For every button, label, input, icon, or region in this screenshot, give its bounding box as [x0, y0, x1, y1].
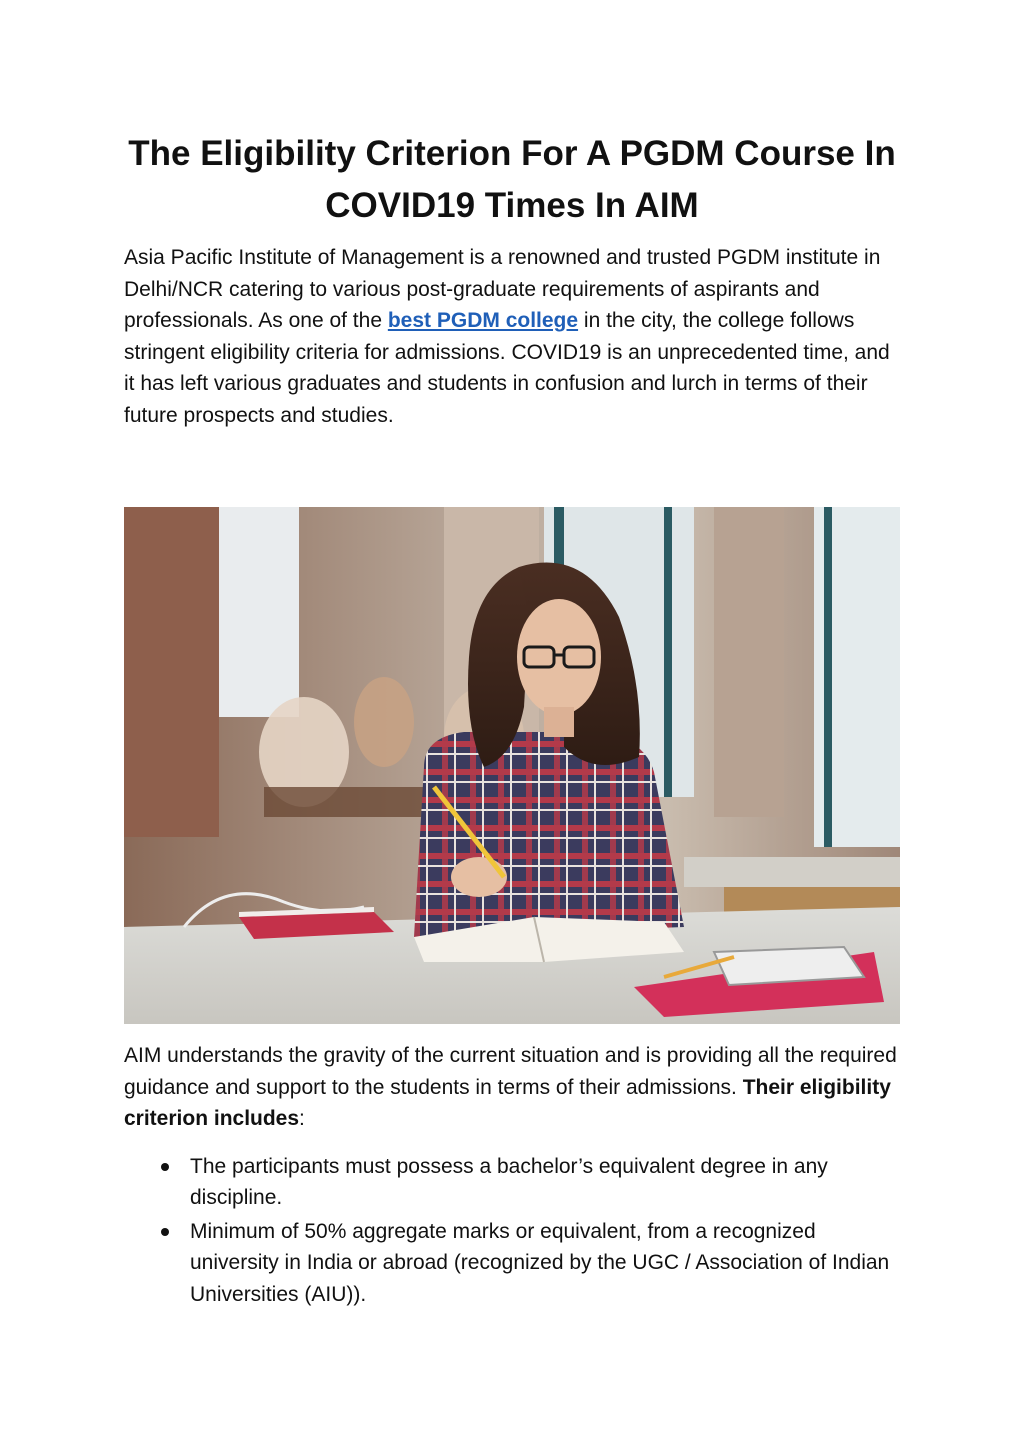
criteria-colon: :	[299, 1107, 305, 1130]
intro-text-start: Asia Pacific Institute of Management is a renowned and trusted PGDM institute in Delhi/NCR catering to various post-graduate requirements of aspirants and professionals. As one of the	[124, 246, 881, 332]
list-item	[124, 1151, 900, 1214]
student-studying-photo	[124, 507, 900, 1024]
best-pgdm-college-link[interactable]: best PGDM college	[387, 309, 579, 332]
admissions-text: AIM understands the gravity of the current situation and is providing all the required guidance and support to the students in terms of their admissions.	[124, 1044, 897, 1099]
list-item	[124, 1216, 900, 1311]
criteria-item-text: The participants must possess a bachelor’s equivalent degree in any discipline.	[190, 1154, 828, 1209]
admissions-paragraph	[124, 1040, 900, 1135]
page-title: The Eligibility Criterion For A PGDM Course In COVID19 Times In AIM	[128, 134, 896, 225]
bullet-icon	[161, 1228, 169, 1236]
bullet-icon	[161, 1163, 169, 1171]
criteria-list	[124, 1151, 900, 1311]
criteria-item-text: Minimum of 50% aggregate marks or equivalent, from a recognized university in India or abroad (recognized by the UGC / Association of Indian Universities (AIU)).	[190, 1219, 890, 1306]
intro-text-end: in the city, the college follows stringent eligibility criteria for admissions. COVID19 is an unprecedented time, and it has left various graduates and students in confusion and lurch in terms of their future prospects and studies.	[124, 309, 890, 427]
document-page	[124, 128, 900, 1312]
criteria-heading: Their eligibility criterion includes	[124, 1075, 891, 1130]
intro-paragraph	[124, 242, 900, 431]
